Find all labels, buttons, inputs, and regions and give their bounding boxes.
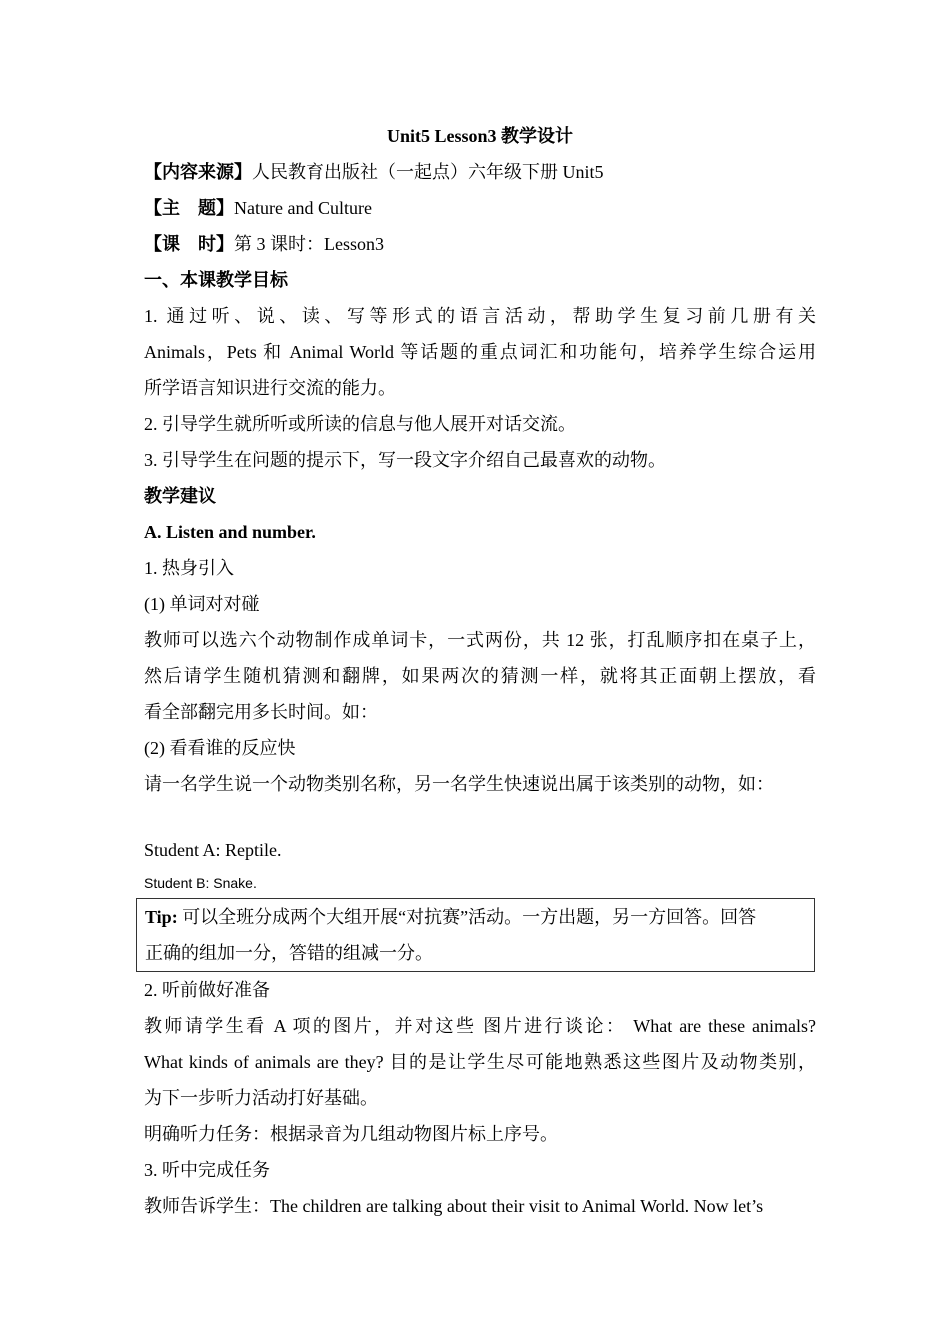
step1-heading: 1. 热身引入 [144,558,234,578]
meta-source [144,154,816,190]
step1-1-line: 看全部翻完用多长时间。如： [144,702,378,722]
meta-topic-value: Nature and Culture [234,198,372,218]
meta-period [144,226,816,262]
student-b-line: Student B: Snake. [144,875,257,891]
step2-line: What kinds of animals are they? 目的是让学生尽可能地熟悉这些图片及动物类别， [144,1052,816,1072]
part-a-heading: A. Listen and number. [144,522,316,542]
step3-line: 教师告诉学生：The children are talking about their visit to Animal World. Now let’s [144,1196,764,1216]
document-title: Unit5 Lesson3 教学设计 [386,126,574,146]
goal2: 2. 引导学生就所听或所读的信息与他人展开对话交流。 [144,414,576,434]
section-heading-goals: 一、本课教学目标 [144,270,288,290]
step2-heading: 2. 听前做好准备 [144,980,270,1000]
section-heading-suggestions: 教学建议 [144,486,216,506]
tip-line-1 [145,899,814,935]
document-page [144,118,816,1224]
step1-2-heading: (2) 看看谁的反应快 [144,738,296,758]
meta-topic-label: 【主 题】 [144,198,234,218]
meta-period-value: 第 3 课时：Lesson3 [234,234,384,254]
step2-line: 教师请学生看 A 项的图片，并对这些 图片进行谈论： What are these animals? [144,1016,816,1036]
student-a-line: Student A: Reptile. [144,840,282,860]
step1-1-line: 然后请学生随机猜测和翻牌，如果两次的猜测一样，就将其正面朝上摆放，看 [144,666,816,686]
goal1-line: Animals，Pets 和 Animal World 等话题的重点词汇和功能句，培养学生综合运用 [144,342,816,362]
step1-1-heading: (1) 单词对对碰 [144,594,260,614]
tip-line-2: 正确的组加一分，答错的组减一分。 [145,943,433,963]
meta-period-label: 【课 时】 [144,234,234,254]
goal1-line: 所学语言知识进行交流的能力。 [144,378,396,398]
step2-task: 明确听力任务：根据录音为几组动物图片标上序号。 [144,1124,558,1144]
goal3: 3. 引导学生在问题的提示下，写一段文字介绍自己最喜欢的动物。 [144,450,666,470]
step1-1-line: 教师可以选六个动物制作成单词卡，一式两份，共 12 张，打乱顺序扣在桌子上， [144,630,816,650]
spacer [144,802,816,832]
meta-topic [144,190,816,226]
meta-source-label: 【内容来源】 [144,162,252,182]
goal1-line: 1. 通过听、说、读、写等形式的语言活动，帮助学生复习前几册有关 [144,306,816,326]
step3-heading: 3. 听中完成任务 [144,1160,270,1180]
tip-label: Tip: [145,907,178,927]
tip-box [136,898,815,972]
step2-line: 为下一步听力活动打好基础。 [144,1088,378,1108]
tip-text-1: 可以全班分成两个大组开展“对抗赛”活动。一方出题，另一方回答。回答 [177,907,757,927]
step1-2-line: 请一名学生说一个动物类别名称，另一名学生快速说出属于该类别的动物，如： [144,774,774,794]
meta-source-value: 人民教育出版社（一起点）六年级下册 Unit5 [252,162,604,182]
